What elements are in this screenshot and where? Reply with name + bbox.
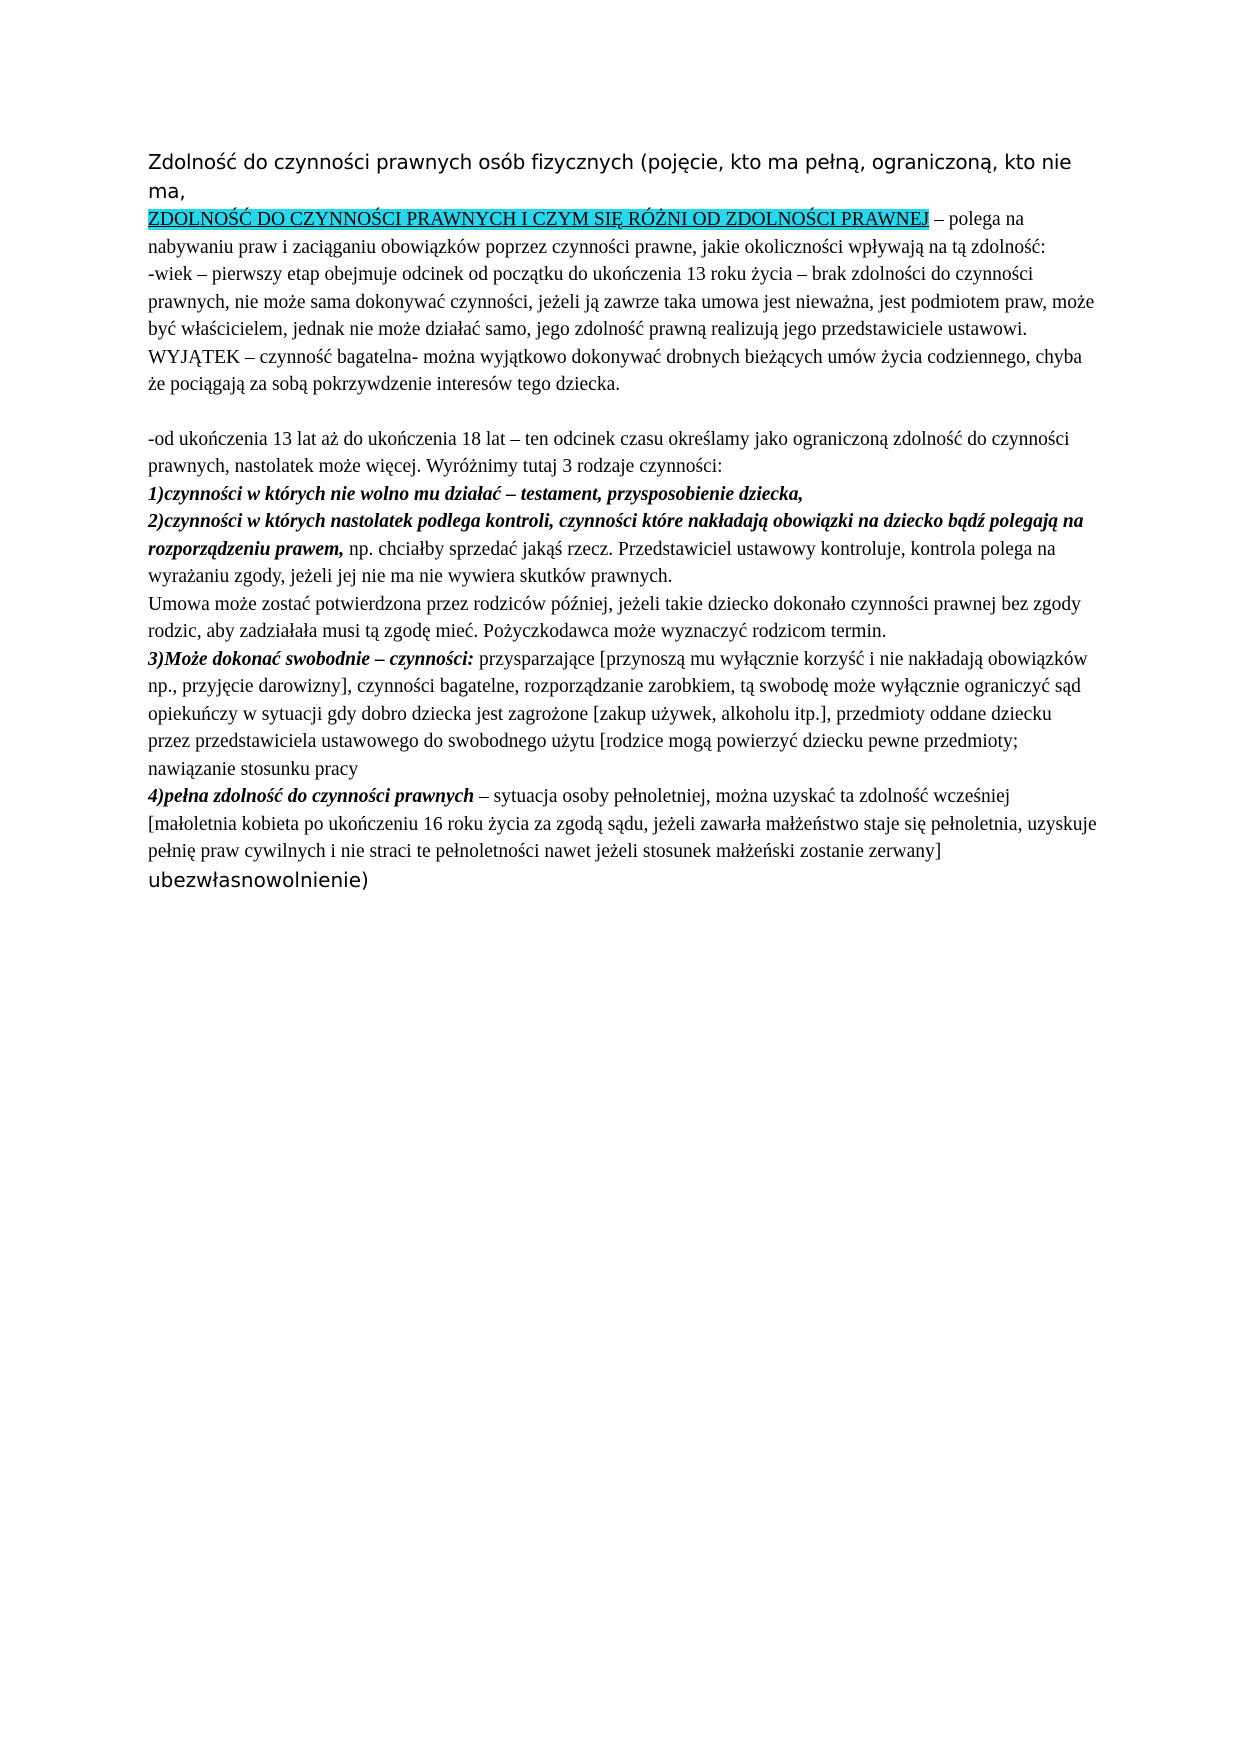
definition-text: – polega na nabywaniu praw i zaciąganiu obowiązków poprzez czynności prawne, jakie okoliczności wpływają na tą zdolność:: [148, 209, 1046, 258]
limited-capacity-intro: -od ukończenia 13 lat aż do ukończenia 18 lat – ten odcinek czasu określamy jako ograniczoną zdolność do czynności prawnych, nastolatek może więcej. Wyróżnimy tutaj 3 rodzaje czynności:: [148, 428, 1070, 477]
list-item-3: [148, 646, 1098, 784]
closing-line: ubezwłasnowolnienie): [148, 867, 369, 892]
paragraph-gap: [148, 399, 1098, 426]
list-item-4: [148, 783, 1098, 866]
age-paragraph: -wiek – pierwszy etap obejmuje odcinek od początku do ukończenia 13 roku życia – brak zdolności do czynności prawnych, nie może sama dokonywać czynności, jeżeli ją zawrze taka umowa jest nieważna, jest podmiotem praw, może być właścicielem, jednak nie może działać samo, jego zdolność prawną realizują jego przedstawiciele ustawowi. WYJĄTEK – czynność bagatelna- można wyjątkowo dokonywać drobnych bieżących umów życia codziennego, chyba że pociągają za sobą pokrzywdzenie interesów tego dziecka.: [148, 264, 1095, 395]
consent-paragraph: Umowa może zostać potwierdzona przez rodziców później, jeżeli takie dziecko dokonało czynności prawnej bez zgody rodzic, aby zadziałała musi tą zgodę mieć. Pożyczkodawca może wyznaczyć rodzicom termin.: [148, 593, 1081, 642]
list-item-1: 1)czynności w których nie wolno mu działać – testament, przysposobienie dziecka,: [148, 483, 804, 505]
list-item-2-text: np. chciałby sprzedać jakąś rzecz. Przedstawiciel ustawowy kontroluje, kontrola polega na wyrażaniu zgody, jeżeli jej nie ma nie wywiera skutków prawnych.: [148, 538, 1056, 587]
definition-paragraph: [148, 206, 1098, 261]
list-item-3-bold: 3)Może dokonać swobodnie – czynności:: [148, 648, 475, 670]
list-item-2-bold: 2)czynności w których nastolatek podlega kontroli, czynności które nakładają obowiązki na dziecko bądź polegają na rozporządzeniu prawem,: [148, 511, 1084, 560]
document-heading: Zdolność do czynności prawnych osób fizycznych (pojęcie, kto ma pełną, ograniczoną, kto nie ma,: [148, 150, 1072, 203]
list-item-3-text: przysparzające [przynoszą mu wyłącznie korzyść i nie nakładają obowiązków np., przyjęcie darowizny], czynności bagatelne, rozporządzanie zarobkiem, tą swobodę może wyłącznie ograniczyć sąd opiekuńczy w sytuacji gdy dobro dziecka jest zagrożone [zakup używek, alkoholu itp.], przedmioty oddane dziecku przez przedstawiciela ustawowego do swobodnego użytu [rodzice mogą powierzyć dziecku pewne przedmioty; nawiązanie stosunku pracy: [148, 648, 1088, 780]
list-item-2: [148, 508, 1098, 591]
document-content: [148, 148, 1098, 894]
definition-term: ZDOLNOŚĆ DO CZYNNOŚCI PRAWNYCH I CZYM SIĘ RÓŻNI OD ZDOLNOŚCI PRAWNEJ: [148, 209, 930, 230]
list-item-4-bold: 4)pełna zdolność do czynności prawnych: [148, 786, 475, 807]
list-item-4-text: – sytuacja osoby pełnoletniej, można uzyskać ta zdolność wcześniej [małoletnia kobieta po ukończeniu 16 roku życia za zgodą sądu, jeżeli zawarła małżeństwo staje się pełnoletnia, uzyskuje pełnię praw cywilnych i nie straci te pełnoletności nawet jeżeli stosunek małżeński zostanie zerwany]: [148, 786, 1097, 862]
